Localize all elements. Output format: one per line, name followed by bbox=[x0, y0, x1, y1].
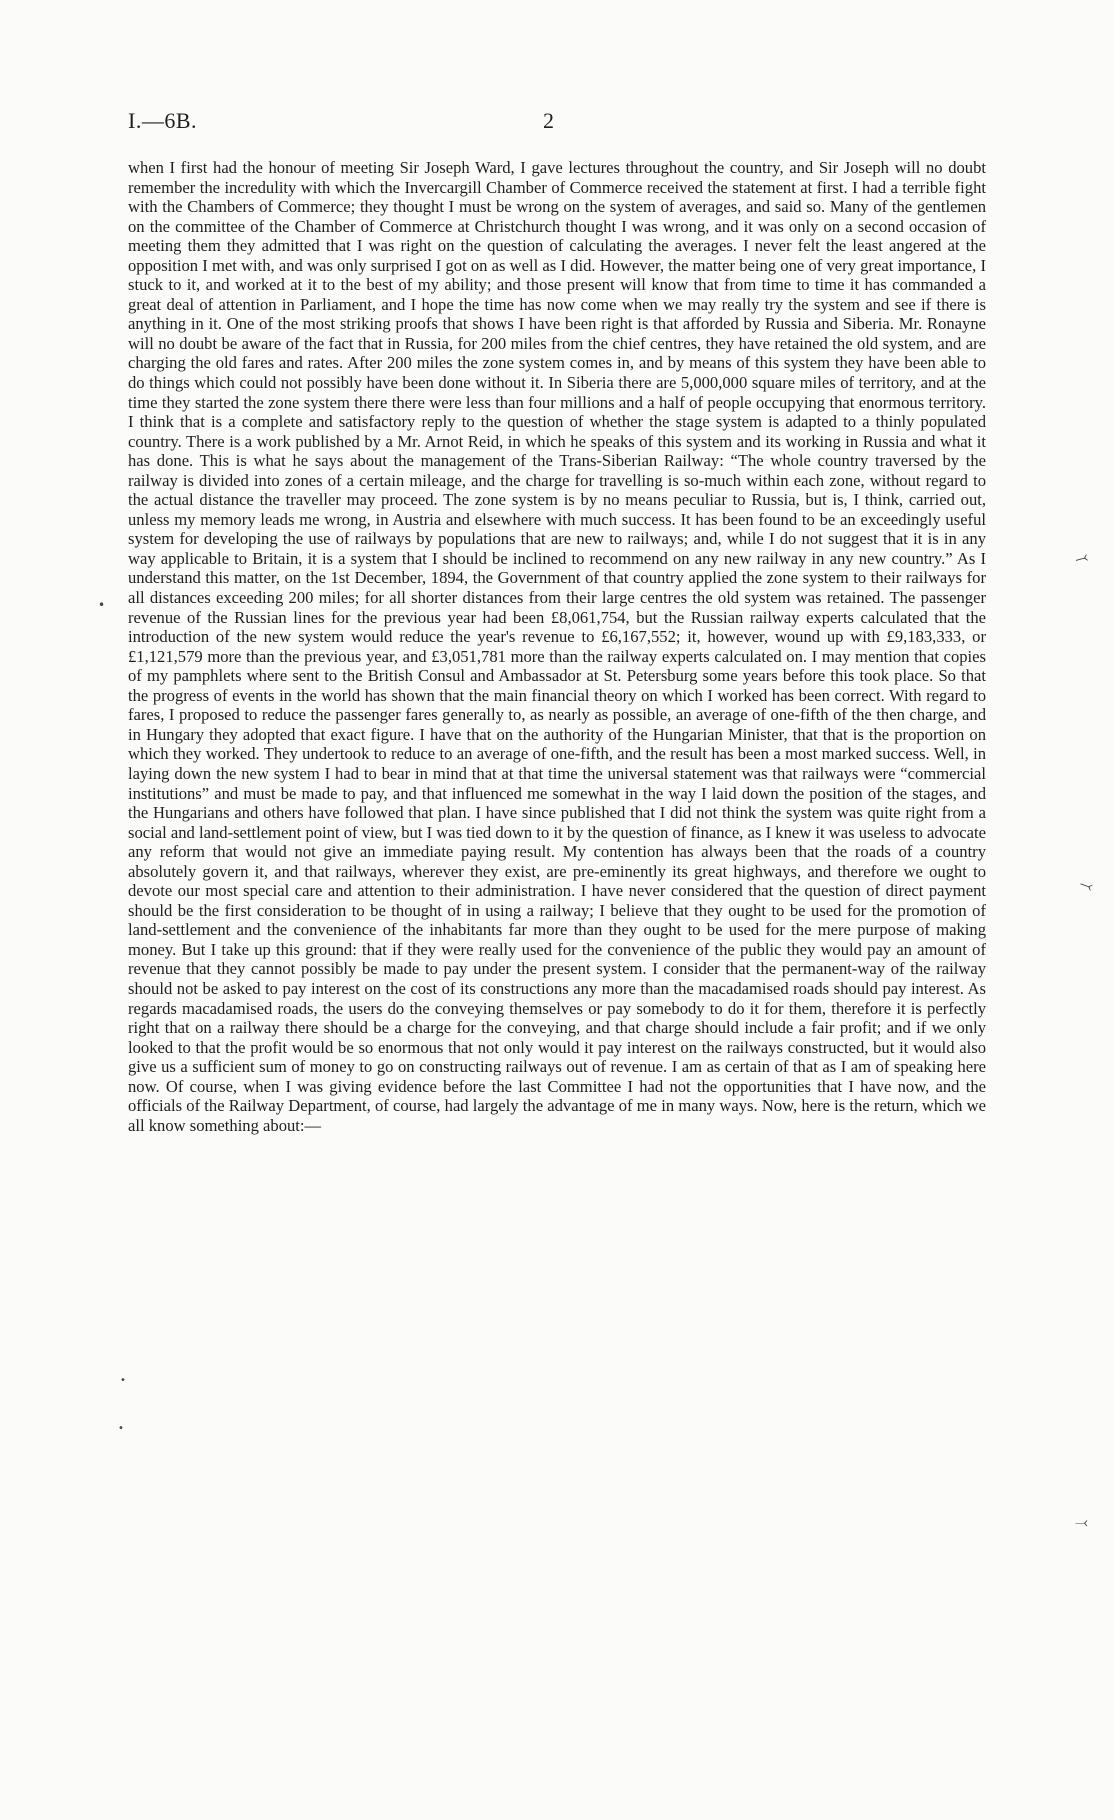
margin-annotation-mark: ⤙ bbox=[1075, 1512, 1088, 1531]
margin-dot: • bbox=[98, 598, 106, 612]
margin-dot: • bbox=[120, 1375, 126, 1386]
page-number: 2 bbox=[543, 108, 554, 133]
page-header bbox=[128, 108, 986, 138]
body-paragraph: when I first had the honour of meeting Sir Joseph Ward, I gave lectures throughout the country, and Sir Joseph will no doubt remember the incredulity with which the Invercargill Chamber of Commerce received the statement at first. I had a terrible fight with the Chambers of Commerce; they thought I must be wrong on the system of averages, and said so. Many of the gentlemen on the committee of the Chamber of Commerce at Christchurch thought I was wrong, and it was only on a second occasion of meeting them they admitted that I was right on the question of calculating the averages. I never felt the least angered at the opposition I met with, and was only surprised I got on as well as I did. However, the matter being one of very great importance, I stuck to it, and worked at it to the best of my ability; and those present will know that from time to time it has commanded a great deal of attention in Parliament, and I hope the time has now come when we may really try the system and see if there is anything in it. One of the most striking proofs that shows I have been right is that afforded by Russia and Siberia. Mr. Ronayne will no doubt be aware of the fact that in Russia, for 200 miles from the chief centres, they have retained the old system, and are charging the old fares and rates. After 200 miles the zone system comes in, and by means of this system they have been able to do things which could not possibly have been done without it. In Siberia there are 5,000,000 square miles of territory, and at the time they started the zone system there there were less than four millions and a half of people occupying that enormous territory. I think that is a complete and satisfactory reply to the question of whether the stage system is adapted to a thinly populated country. There is a work published by a Mr. Arnot Reid, in which he speaks of this system and its working in Russia and what it has done. This is what he says about the management of the Trans-Siberian Railway: “The whole country traversed by the railway is divided into zones of a certain mileage, and the charge for travelling is so-much within each zone, without regard to the actual distance the traveller may proceed. The zone system is by no means peculiar to Russia, but is, I think, carried out, unless my memory leads me wrong, in Austria and elsewhere with much success. It has been found to be an exceedingly useful system for developing the use of railways by populations that are new to railways; and, while I do not suggest that it is in any way applicable to Britain, it is a system that I should be inclined to recommend on any new railway in any new country.” As I understand this matter, on the 1st December, 1894, the Government of that country applied the zone system to their railways for all distances exceeding 200 miles; for all shorter distances from their large centres the old system was retained. The passenger revenue of the Russian lines for the previous year had been £8,061,754, but the Russian railway experts calculated that the introduction of the new system would reduce the year's revenue to £6,167,552; it, however, wound up with £9,183,333, or £1,121,579 more than the previous year, and £3,051,781 more than the railway experts calculated on. I may mention that copies of my pamphlets where sent to the British Consul and Ambassador at St. Petersburg some years before this took place. So that the progress of events in the world has shown that the main financial theory on which I worked has been correct. With regard to fares, I proposed to reduce the passenger fares generally to, as nearly as possible, an average of one-fifth of the then charge, and in Hungary they adopted that exact figure. I have that on the authority of the Hungarian Minister, that that is the proportion on which they worked. They undertook to reduce to an average of one-fifth, and the result has been a most marked success. Well, in laying down the new system I had to bear in mind that at that time the universal statement was that railways were “commercial institutions” and must be made to pay, and that influenced me somewhat in the way I laid down the position of the stages, and the Hungarians and others have followed that plan. I have since published that I did not think the system was quite right from a social and land-settlement point of view, but I was tied down to it by the question of finance, as I knew it was useless to advocate any reform that would not give an immediate paying result. My contention has always been that the roads of a country absolutely govern it, and that railways, wherever they exist, are pre-eminently its great highways, and therefore we ought to devote our most special care and attention to their administration. I have never considered that the question of direct payment should be the first consideration to be thought of in using a railway; I believe that they ought to be used for the promotion of land-settlement and the convenience of the inhabitants far more than they ought to be used for the mere purpose of making money. But I take up this ground: that if they were really used for the convenience of the public they would pay an amount of revenue that they cannot possibly be made to pay under the present system. I consider that the permanent-way of the railway should not be asked to pay interest on the cost of its constructions any more than the macadamised roads should pay interest. As regards macadamised roads, the users do the conveying themselves or pay somebody to do it for them, therefore it is perfectly right that on a railway there should be a charge for the conveying, and that charge should include a fair profit; and if we only looked to that the profit would be so enormous that not only would it pay interest on the railways constructed, but it would also give us a sufficient sum of money to go on constructing railways out of revenue. I am as certain of that as I am of speaking here now. Of course, when I was giving evidence before the last Committee I had not the opportunities that I have now, and the officials of the Railway Department, of course, had largely the advantage of me in many ways. Now, here is the return, which we all know something about:— bbox=[128, 158, 986, 1135]
margin-annotation-mark: ⤙ bbox=[1072, 546, 1090, 569]
margin-dot: • bbox=[118, 1423, 124, 1434]
margin-annotation-mark: ⤙ bbox=[1077, 873, 1096, 896]
document-reference: I.—6B. bbox=[128, 108, 197, 133]
